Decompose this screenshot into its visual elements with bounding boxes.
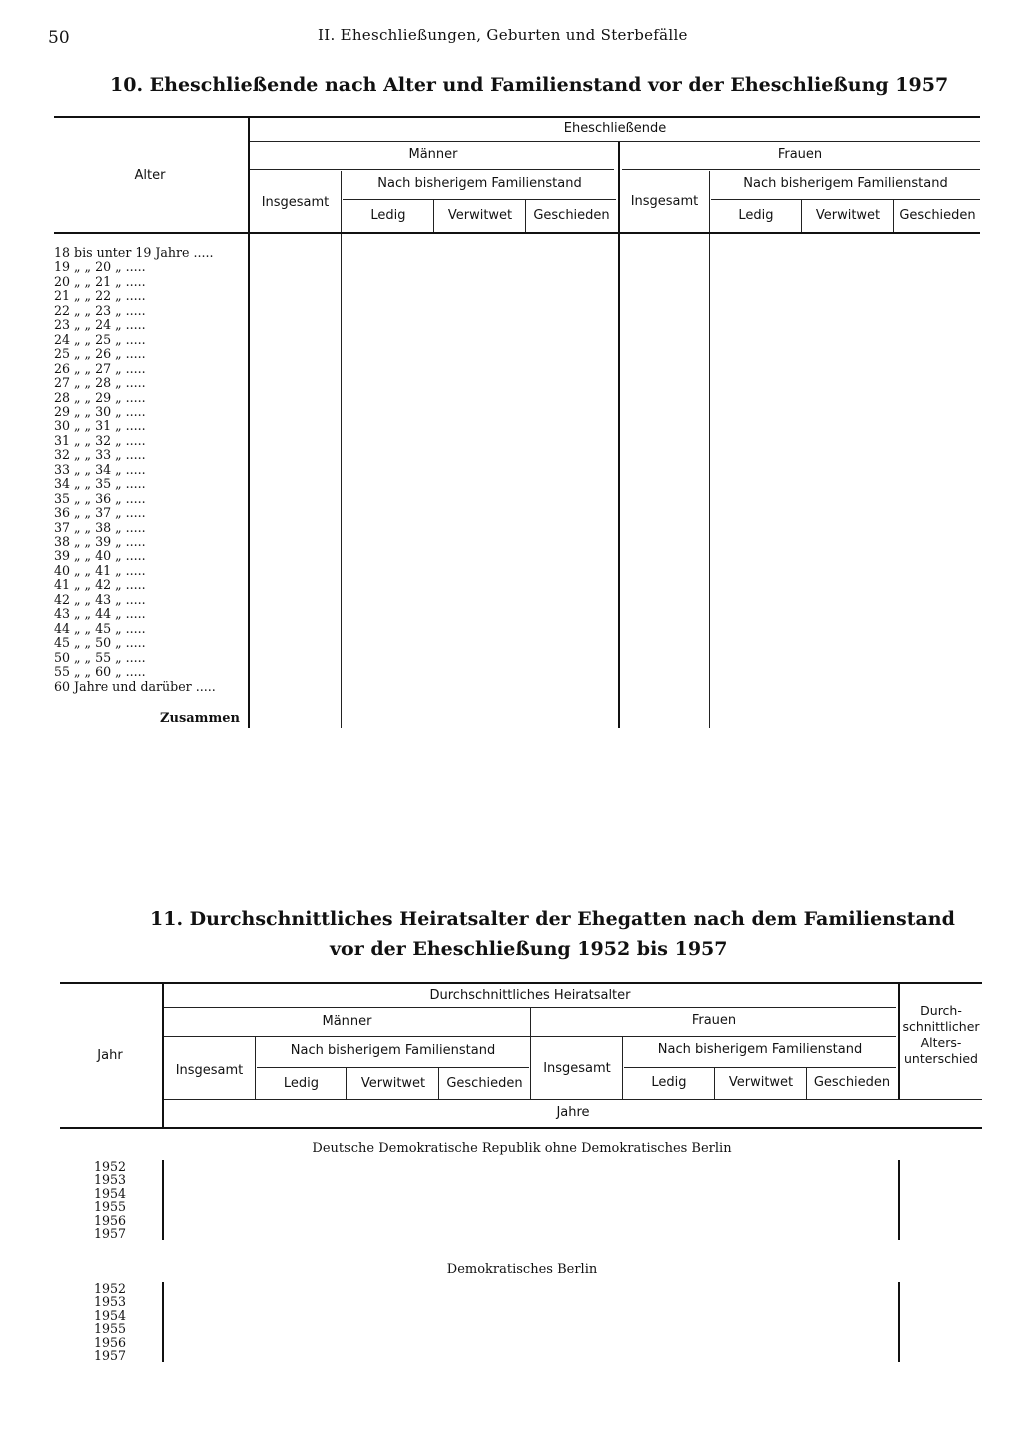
t10-col-divider bbox=[341, 171, 342, 728]
t11-header-ledig-m: Ledig bbox=[283, 1076, 320, 1091]
t11-diff-divider bbox=[898, 1160, 900, 1240]
t11-sex-divider bbox=[530, 1008, 531, 1099]
t10-header-rule bbox=[343, 199, 616, 200]
t11-header-jahre: Jahre bbox=[556, 1105, 590, 1120]
t11-col-divider bbox=[255, 1037, 256, 1099]
row-year: 1954 bbox=[94, 1307, 127, 1323]
row-year: 1954 bbox=[94, 1185, 127, 1201]
t10-header-geschieden-f: Geschieden bbox=[899, 208, 976, 223]
row-label: 39 „ „ 40 „ ..... bbox=[54, 548, 146, 564]
t10-header-maenner: Männer bbox=[408, 147, 458, 162]
row-label: 38 „ „ 39 „ ..... bbox=[54, 534, 146, 549]
row-year: 1952 bbox=[94, 1159, 127, 1174]
row-label: 44 „ „ 45 „ ..... bbox=[54, 620, 146, 636]
t11-header-insgesamt-f: Insgesamt bbox=[543, 1061, 611, 1076]
row-year: 1953 bbox=[94, 1294, 127, 1310]
row-label: 23 „ „ 24 „ ..... bbox=[54, 317, 146, 333]
t10-col-divider bbox=[525, 200, 526, 232]
row-label: 50 „ „ 55 „ ..... bbox=[54, 649, 146, 665]
t11-header-bottom-rule bbox=[60, 1127, 982, 1129]
page-number: 50 bbox=[48, 28, 70, 48]
row-label: 20 „ „ 21 „ ..... bbox=[54, 273, 146, 289]
t11-stub-divider bbox=[162, 1160, 164, 1240]
t10-header-geschieden-m: Geschieden bbox=[533, 208, 610, 223]
t10-sex-divider bbox=[618, 142, 620, 728]
t11-header-frauen: Frauen bbox=[691, 1013, 737, 1028]
row-year: 1955 bbox=[94, 1199, 127, 1215]
row-label: 31 „ „ 32 „ ..... bbox=[54, 432, 146, 448]
t11-header-rule bbox=[257, 1067, 529, 1068]
t10-header-eheschliessende: Eheschließende bbox=[563, 121, 667, 136]
t11-header-rule bbox=[164, 1007, 896, 1008]
row-label: 34 „ „ 35 „ ..... bbox=[54, 476, 146, 492]
t11-header-diff-1: Durch- bbox=[920, 1003, 962, 1018]
row-label: 37 „ „ 38 „ ..... bbox=[54, 519, 146, 535]
t11-diff-divider bbox=[898, 1282, 900, 1362]
table-11-title-line1: 11. Durchschnittliches Heiratsalter der Ehegatten nach dem Familienstand bbox=[150, 908, 955, 930]
row-label: 29 „ „ 30 „ ..... bbox=[54, 403, 146, 419]
row-label: 60 Jahre und darüber ..... bbox=[54, 678, 216, 694]
row-label: 35 „ „ 36 „ ..... bbox=[54, 490, 146, 506]
row-label: 18 bis unter 19 Jahre ..... bbox=[54, 245, 214, 260]
t10-header-rule bbox=[250, 169, 614, 170]
t10-header-insgesamt-f: Insgesamt bbox=[630, 194, 699, 209]
t11-header-diff-4: unterschied bbox=[904, 1051, 978, 1066]
t10-header-nach-f: Nach bisherigem Familienstand bbox=[743, 176, 948, 191]
t10-header-ledig-m: Ledig bbox=[370, 208, 406, 223]
row-label: 43 „ „ 44 „ ..... bbox=[54, 606, 146, 622]
t10-header-alter: Alter bbox=[134, 168, 166, 183]
t11-header-geschieden-f: Geschieden bbox=[813, 1075, 891, 1090]
t11-col-divider bbox=[438, 1068, 439, 1099]
row-label: 41 „ „ 42 „ ..... bbox=[54, 577, 146, 593]
t11-header-nach-m: Nach bisherigem Familienstand bbox=[290, 1043, 496, 1058]
t11-header-heiratsalter: Durchschnittliches Heiratsalter bbox=[429, 988, 631, 1003]
table-11-title-line2: vor der Eheschließung 1952 bis 1957 bbox=[330, 938, 728, 960]
row-label: 30 „ „ 31 „ ..... bbox=[54, 418, 146, 434]
t10-col-divider bbox=[893, 200, 894, 232]
row-label: 33 „ „ 34 „ ..... bbox=[54, 461, 146, 477]
t11-header-diff-2: schnittlicher bbox=[902, 1019, 980, 1034]
t11-col-divider bbox=[622, 1037, 623, 1099]
row-year: 1957 bbox=[94, 1348, 127, 1363]
row-label: 27 „ „ 28 „ ..... bbox=[54, 375, 146, 391]
row-year: 1956 bbox=[94, 1334, 127, 1350]
t11-header-diff-3: Alters- bbox=[920, 1035, 962, 1050]
t11-section-berlin: Demokratisches Berlin bbox=[446, 1262, 598, 1277]
row-year: 1952 bbox=[94, 1281, 127, 1296]
t10-header-nach-m: Nach bisherigem Familienstand bbox=[377, 176, 582, 191]
row-label: 36 „ „ 37 „ ..... bbox=[54, 505, 146, 521]
t10-header-frauen: Frauen bbox=[777, 147, 823, 162]
t11-header-geschieden-m: Geschieden bbox=[446, 1076, 523, 1091]
t10-header-insgesamt-m: Insgesamt bbox=[261, 195, 330, 210]
t11-stub-divider bbox=[162, 1282, 164, 1362]
t11-header-nach-f: Nach bisherigem Familienstand bbox=[657, 1042, 863, 1057]
t11-header-ledig-f: Ledig bbox=[651, 1075, 687, 1090]
t10-header-rule bbox=[622, 169, 980, 170]
row-label: 22 „ „ 23 „ ..... bbox=[54, 302, 146, 318]
t11-col-divider bbox=[346, 1068, 347, 1099]
t11-header-jahr: Jahr bbox=[97, 1048, 123, 1063]
t11-header-verwitwet-m: Verwitwet bbox=[360, 1076, 426, 1091]
row-label: 32 „ „ 33 „ ..... bbox=[54, 447, 146, 463]
row-year: 1957 bbox=[94, 1226, 127, 1241]
t11-header-maenner: Männer bbox=[322, 1014, 372, 1029]
running-head: II. Eheschließungen, Geburten und Sterbefälle bbox=[318, 26, 688, 44]
row-year: 1955 bbox=[94, 1321, 127, 1337]
row-label: 24 „ „ 25 „ ..... bbox=[54, 331, 146, 347]
t10-header-rule bbox=[711, 199, 980, 200]
row-label: 45 „ „ 50 „ ..... bbox=[54, 635, 146, 651]
t11-header-rule bbox=[164, 1036, 896, 1037]
t10-header-ledig-f: Ledig bbox=[738, 208, 774, 223]
t11-header-insgesamt-m: Insgesamt bbox=[175, 1063, 244, 1078]
table-10-title: 10. Eheschließende nach Alter und Familienstand vor der Eheschließung 1957 bbox=[110, 74, 949, 96]
t10-col-divider bbox=[801, 200, 802, 232]
t10-header-rule bbox=[250, 141, 980, 142]
row-label: 28 „ „ 29 „ ..... bbox=[54, 389, 146, 405]
t10-header-verwitwet-f: Verwitwet bbox=[815, 208, 881, 223]
row-label: 21 „ „ 22 „ ..... bbox=[54, 288, 146, 304]
t10-top-rule bbox=[54, 116, 980, 118]
t11-col-divider bbox=[714, 1068, 715, 1099]
t10-col-divider bbox=[709, 171, 710, 728]
t10-header-bottom-rule bbox=[54, 232, 980, 234]
row-label: 55 „ „ 60 „ ..... bbox=[54, 664, 146, 680]
t10-total-label: Zusammen bbox=[160, 711, 240, 726]
row-label: 40 „ „ 41 „ ..... bbox=[54, 562, 146, 578]
t11-col-divider bbox=[806, 1068, 807, 1099]
t11-section-ddr: Deutsche Demokratische Republik ohne Demokratisches Berlin bbox=[312, 1141, 732, 1156]
t11-header-verwitwet-f: Verwitwet bbox=[728, 1075, 794, 1090]
t11-top-rule bbox=[60, 982, 982, 984]
t11-header-rule bbox=[624, 1067, 896, 1068]
row-label: 19 „ „ 20 „ ..... bbox=[54, 259, 146, 275]
row-label: 25 „ „ 26 „ ..... bbox=[54, 346, 146, 362]
row-year: 1953 bbox=[94, 1172, 127, 1188]
t11-header-rule bbox=[164, 1099, 982, 1100]
row-label: 42 „ „ 43 „ ..... bbox=[54, 591, 146, 607]
t10-header-verwitwet-m: Verwitwet bbox=[447, 208, 513, 223]
row-year: 1956 bbox=[94, 1212, 127, 1228]
row-label: 26 „ „ 27 „ ..... bbox=[54, 360, 146, 376]
t10-col-divider bbox=[433, 200, 434, 232]
